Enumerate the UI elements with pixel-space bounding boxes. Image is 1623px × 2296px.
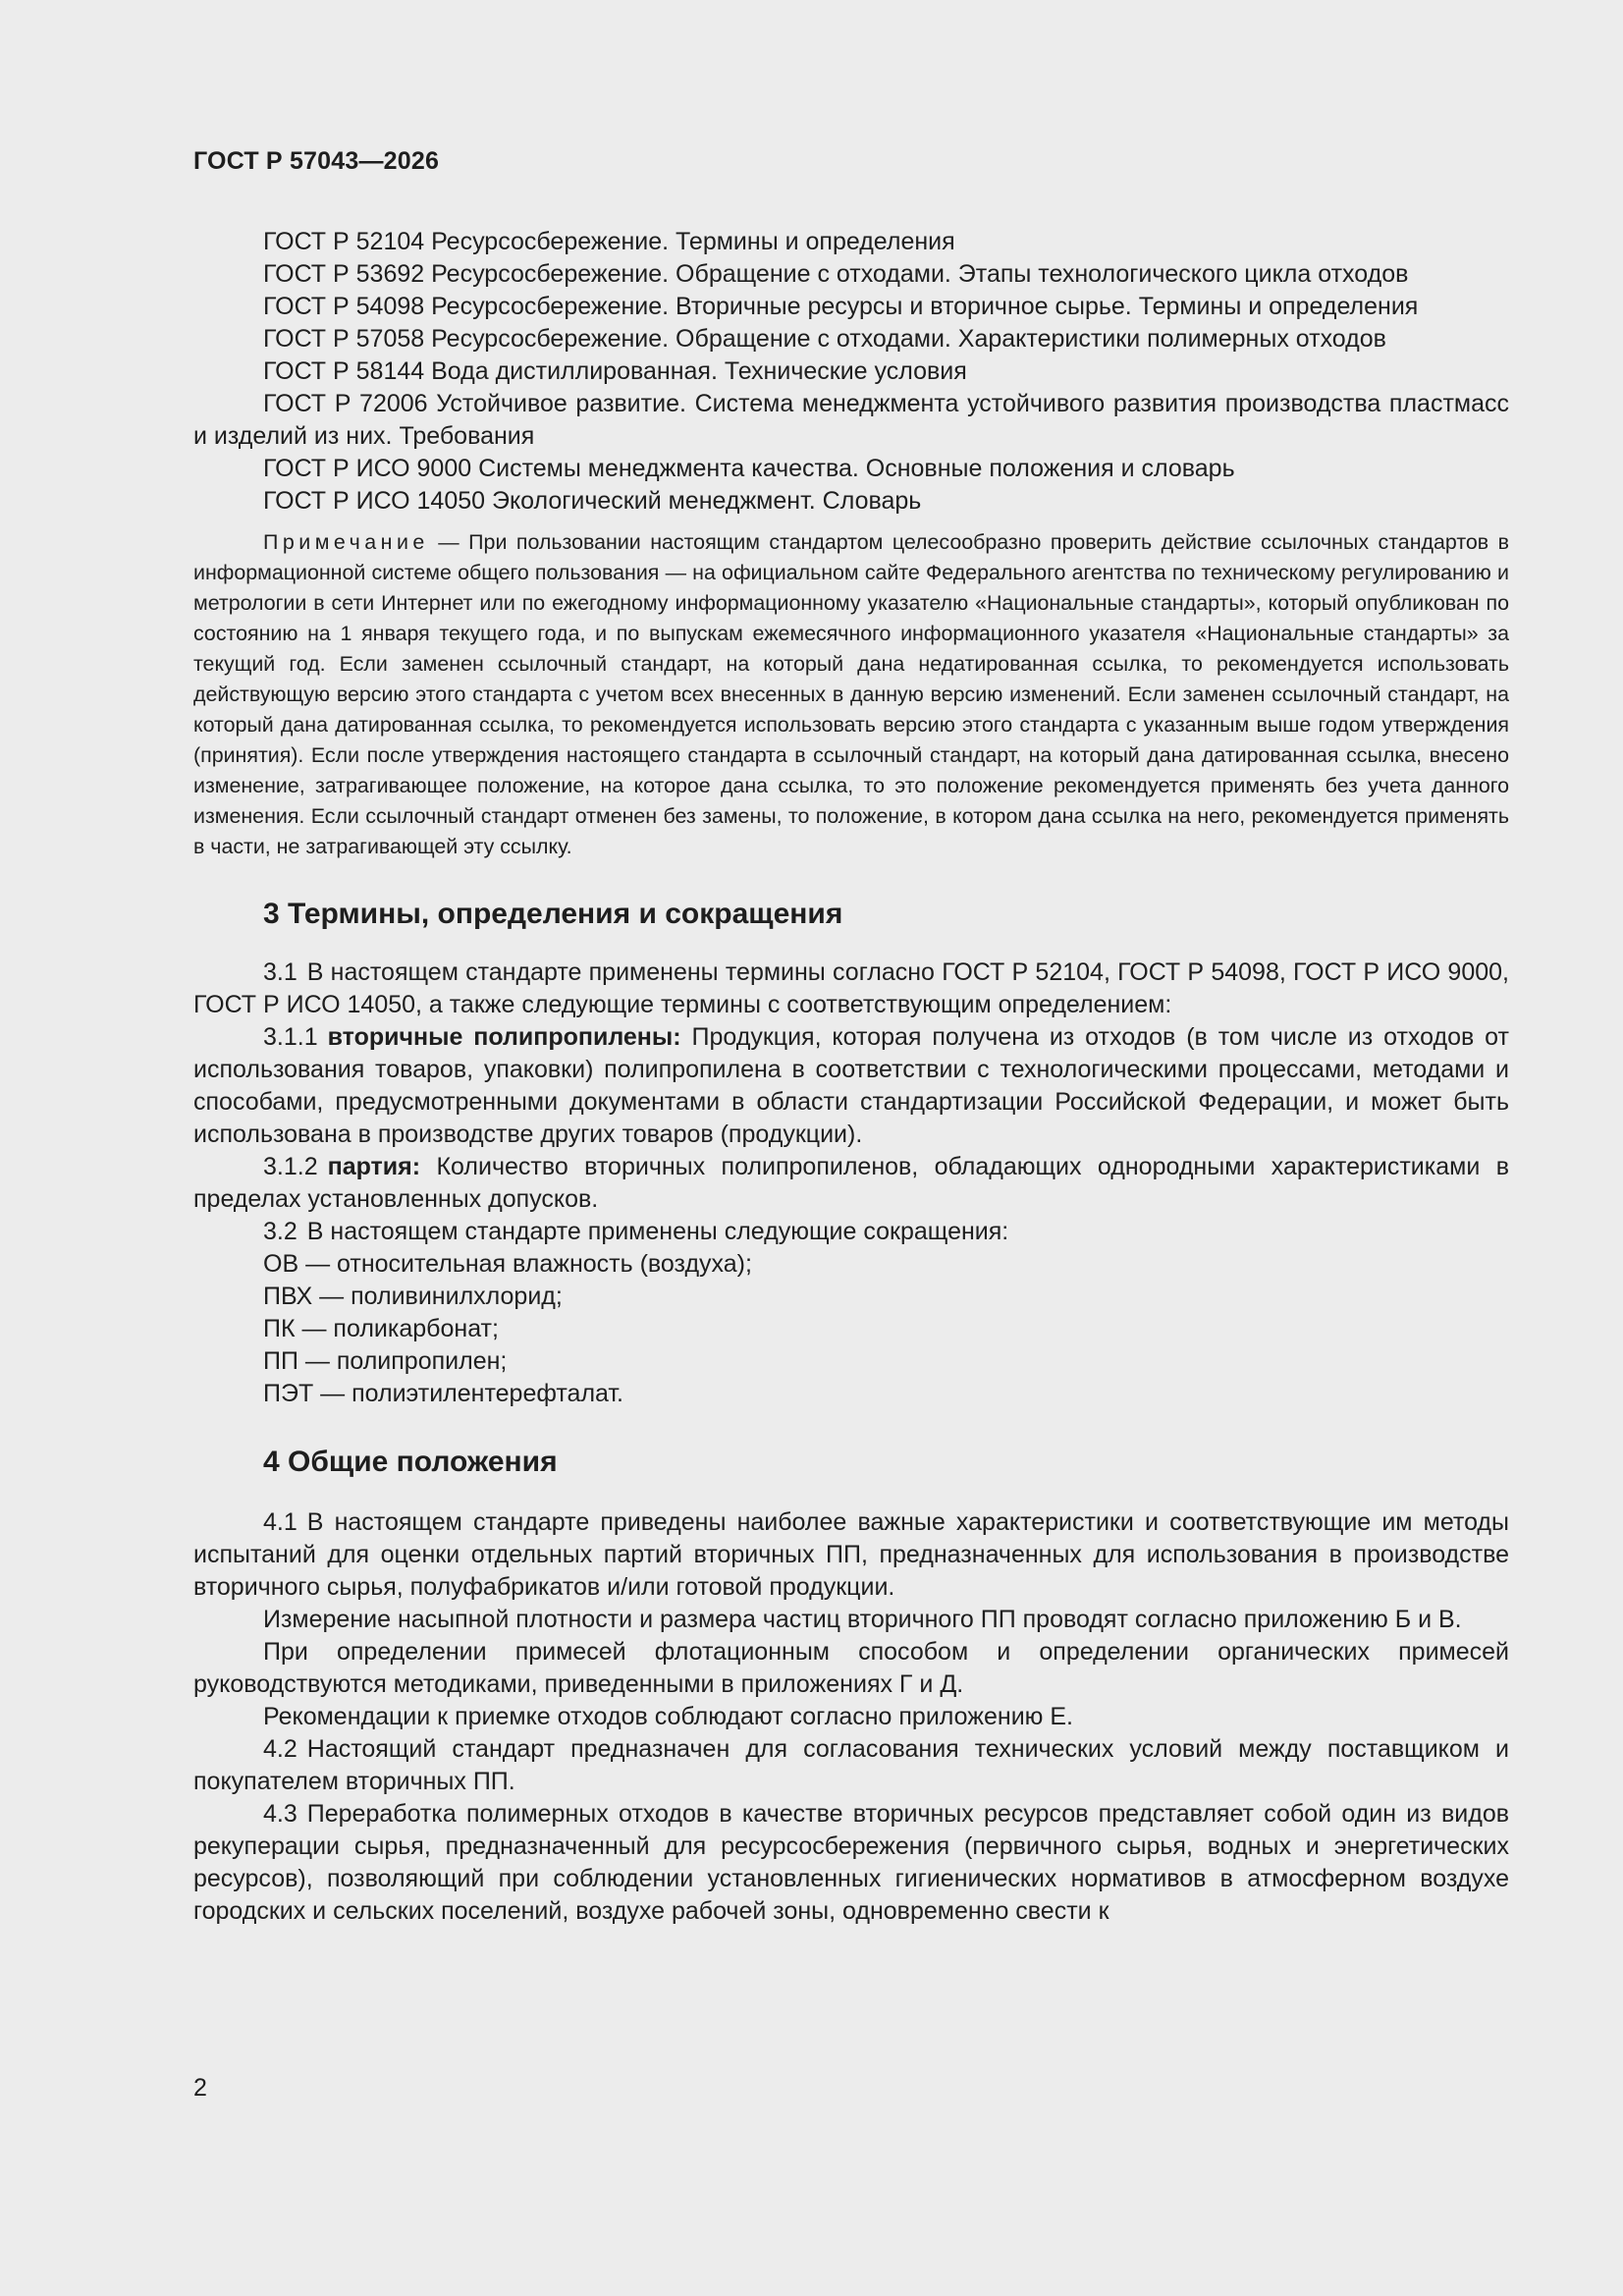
term: вторичные полипропилены: bbox=[327, 1023, 681, 1051]
clause-number: 3.1.2 bbox=[263, 1153, 318, 1180]
clause-text: В настоящем стандарте применены следующие сокращения: bbox=[306, 1218, 1009, 1245]
paragraph: Рекомендации к приемке отходов соблюдают согласно приложению Е. bbox=[263, 1703, 1073, 1730]
clause-text: Переработка полимерных отходов в качестве вторичных ресурсов представляет собой один из видов рекуперации сырья, предназначенный для ресурсосбережения (первичного сырья, водных и энергетических ресурсов), позволяющий при соблюдении установленных гигиенических нормативов в атмосферном воздухе городских и сельских поселений, воздухе рабочей зоны, одновременно свести к bbox=[193, 1800, 1509, 1925]
clause-number: 3.2 bbox=[263, 1218, 298, 1245]
clause-3-2 bbox=[193, 1216, 1509, 1248]
reference-item: ГОСТ Р 52104 Ресурсосбережение. Термины и определения bbox=[263, 228, 955, 255]
clause-4-1 bbox=[193, 1506, 1509, 1604]
reference-item: ГОСТ Р 54098 Ресурсосбережение. Вторичные ресурсы и вторичное сырье. Термины и определения bbox=[263, 293, 1419, 320]
section-3-heading: 3 Термины, определения и сокращения bbox=[263, 898, 843, 930]
note-text: — При пользовании настоящим стандартом целесообразно проверить действие ссылочных стандартов в информационной системе общего пользования — на официальном сайте Федерального агентства по техническому регулированию и метрологии в сети Интернет или по ежегодному информационному указателю «Национальные стандарты», который опубликован по состоянию на 1 января текущего года, и по выпускам ежемесячного информационного указателя «Национальные стандарты» за текущий год. Если заменен ссылочный стандарт, на который дана недатированная ссылка, то рекомендуется использовать действующую версию этого стандарта с учетом всех внесенных в данную версию изменений. Если заменен ссылочный стандарт, на который дана датированная ссылка, то рекомендуется использовать версию этого стандарта с указанным выше годом утверждения (принятия). Если после утверждения настоящего стандарта в ссылочный стандарт, на который дана датированная ссылка, внесено изменение, затрагивающее положение, на которое дана ссылка, то это положение рекомендуется применять без учета данного изменения. Если ссылочный стандарт отменен без замены, то положение, в котором дана ссылка на него, рекомендуется применять в части, не затрагивающей эту ссылку. bbox=[193, 530, 1509, 858]
note-label: Примечание bbox=[263, 530, 429, 554]
clause-number: 4.1 bbox=[263, 1508, 298, 1536]
body-text bbox=[193, 226, 1509, 1928]
page-number: 2 bbox=[193, 2074, 207, 2102]
paragraph: Измерение насыпной плотности и размера частиц вторичного ПП проводят согласно приложению Б и В. bbox=[263, 1606, 1462, 1633]
clause-number: 3.1.1 bbox=[263, 1023, 318, 1051]
reference-item: ГОСТ Р 53692 Ресурсосбережение. Обращение с отходами. Этапы технологического цикла отходов bbox=[263, 260, 1409, 288]
clause-3-1 bbox=[193, 957, 1509, 1021]
clause-4-2 bbox=[193, 1733, 1509, 1798]
clause-3-1-2 bbox=[193, 1151, 1509, 1216]
term: партия: bbox=[327, 1153, 421, 1180]
reference-item: ГОСТ Р ИСО 9000 Системы менеджмента качества. Основные положения и словарь bbox=[263, 455, 1235, 482]
clause-number: 4.3 bbox=[263, 1800, 298, 1828]
clause-text: Настоящий стандарт предназначен для согласования технических условий между поставщиком и покупателем вторичных ПП. bbox=[193, 1735, 1509, 1795]
definition-text: Количество вторичных полипропиленов, обладающих однородными характеристиками в пределах установленных допусков. bbox=[193, 1153, 1509, 1213]
abbreviation-item: ПП — полипропилен; bbox=[263, 1347, 508, 1375]
reference-item: ГОСТ Р 72006 Устойчивое развитие. Система менеджмента устойчивого развития производства пластмасс и изделий из них. Требования bbox=[193, 390, 1509, 450]
reference-item: ГОСТ Р ИСО 14050 Экологический менеджмент. Словарь bbox=[263, 487, 922, 515]
clause-4-3 bbox=[193, 1798, 1509, 1928]
abbreviation-item: ПВХ — поливинилхлорид; bbox=[263, 1283, 563, 1310]
section-4-heading: 4 Общие положения bbox=[263, 1446, 558, 1478]
abbreviation-item: ОВ — относительная влажность (воздуха); bbox=[263, 1250, 752, 1278]
note-paragraph bbox=[193, 527, 1509, 862]
clause-3-1-1 bbox=[193, 1021, 1509, 1151]
reference-item: ГОСТ Р 57058 Ресурсосбережение. Обращение с отходами. Характеристики полимерных отходов bbox=[263, 325, 1386, 353]
document-code: ГОСТ Р 57043—2026 bbox=[193, 147, 440, 175]
paragraph: При определении примесей флотационным способом и определении органических примесей руководствуются методиками, приведенными в приложениях Г и Д. bbox=[193, 1638, 1509, 1698]
clause-text: В настоящем стандарте применены термины согласно ГОСТ Р 52104, ГОСТ Р 54098, ГОСТ Р ИСО 9000, ГОСТ Р ИСО 14050, а также следующие термины с соответствующим определением: bbox=[193, 958, 1509, 1018]
clause-text: В настоящем стандарте приведены наиболее важные характеристики и соответствующие им методы испытаний для оценки отдельных партий вторичных ПП, предназначенных для использования в производстве вторичного сырья, полуфабрикатов и/или готовой продукции. bbox=[193, 1508, 1509, 1601]
clause-number: 3.1 bbox=[263, 958, 298, 986]
reference-item: ГОСТ Р 58144 Вода дистиллированная. Технические условия bbox=[263, 357, 967, 385]
abbreviation-item: ПЭТ — полиэтилентерефталат. bbox=[263, 1380, 624, 1407]
clause-number: 4.2 bbox=[263, 1735, 298, 1763]
definition-text: Продукция, которая получена из отходов (в том числе из отходов от использования товаров, упаковки) полипропилена в соответствии с технологическими процессами, методами и способами, предусмотренными документами в области стандартизации Российской Федерации, и может быть использована в производстве других товаров (продукции). bbox=[193, 1023, 1509, 1148]
abbreviation-item: ПК — поликарбонат; bbox=[263, 1315, 499, 1342]
